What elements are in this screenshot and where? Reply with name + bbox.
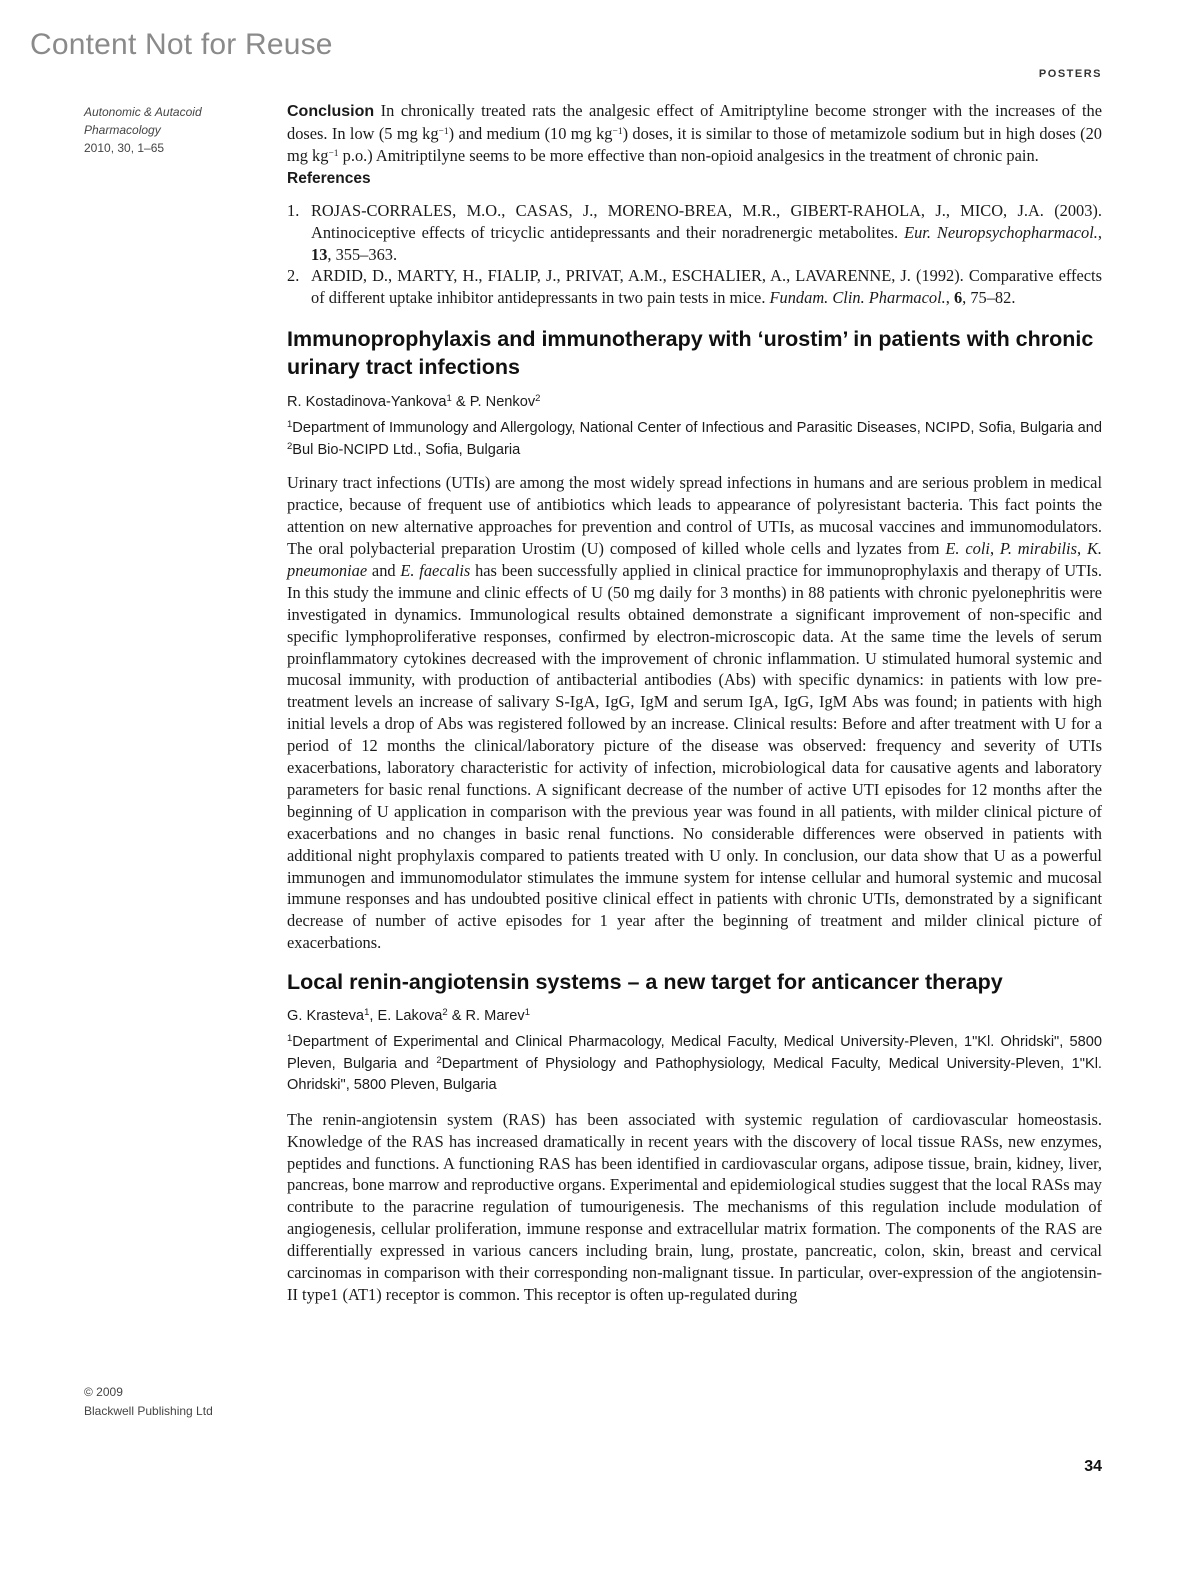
page-number: 34 [1084, 1458, 1102, 1475]
author-separator: , [369, 1008, 378, 1025]
abstract-text: has been successfully applied in clinical practice for immunoprophylaxis and therapy of UTIs. In this study the immune and clinic effects of U (50 mg daily for 3 months) in 88 patients with chronic pyelonephritis were investigated in dynamics. Immunological results obtained demonstrate a significant improvement of non-specific and specific lymphoproliferative responses, confirmed by electron-microscopic data. At the same time the levels of serum proinflammatory cytokines decreased with the improvement of chronic inflammation. U stimulated humoral systemic and mucosal immunity, with production of antibacterial antibodies (Abs) with specific dynamics: in patients with low pre-treatment levels an increase of salivary S-IgA, IgG, IgM and serum IgA, IgG, IgM Abs was found; in patients with high initial levels a drop of Abs was registered followed by an increase. Clinical results: Before and after treatment with U for a period of 12 months the clinical/laboratory picture of the disease was observed: frequency and severity of UTIs exacerbations, laboratory characteristic for activity of infection, microbiological data for causative agents and laboratory parameters for basic renal functions. A significant decrease of the number of active UTI episodes for 12 months after the beginning of U application in comparison with the previous year was found in all patients, with milder clinical picture of exacerbations and no changes in basic renal functions. No considerable differences were observed in patients with additional night prophylaxis compared to patients treated with U only. In conclusion, our data show that U as a powerful immunogen and immunomodulator stimulates the immune system for intense cellular and humoral systemic and mucosal immune responses and has undoubted positive clinical effect in patients with chronic UTIs, demonstrated by a significant decrease of number of active episodes for 1 year after the beginning of treatment and milder clinical picture of exacerbations. [287, 560, 1102, 953]
affiliation-marker: 2 [436, 1054, 442, 1066]
copyright-year: © 2009 [84, 1385, 123, 1399]
reference-item [287, 200, 1102, 266]
reference-volume: 6 [953, 288, 963, 308]
affiliation-marker: 2 [287, 440, 293, 452]
author-separator: & [451, 394, 470, 411]
text-separator: , [1077, 538, 1087, 558]
affiliation-text: Department of Experimental and Clinical Pharmacology, Medical Faculty, Medical University-Pleven, 1"Kl. Ohridski", 5800 Pleven, Bulgaria and [287, 1034, 1102, 1072]
reference-separator: , [1097, 222, 1102, 242]
author-name: P. Nenkov [469, 394, 536, 411]
journal-sidebar [84, 103, 244, 157]
affiliation-marker: 2 [535, 393, 541, 405]
article1-authors [287, 392, 1102, 412]
reference-number: 1. [287, 200, 300, 220]
unit-exponent: −1 [612, 126, 623, 137]
affiliation-text: Department of Immunology and Allergology, National Center of Infectious and Parasitic Diseases, NCIPD, Sofia, Bulgaria and [292, 420, 1102, 437]
reference-list [287, 200, 1102, 310]
species-name: K. pneumoniae [287, 538, 1102, 580]
author-name: G. Krasteva [287, 1008, 365, 1025]
abstract-text: Urinary tract infections (UTIs) are among the most widely spread infections in humans and are serious problem in medical practice, because of frequent use of antibiotics which leads to appearance of polyresistant bacteria. This fact points the attention on new alternative approaches for prevention and control of UTIs, as mucosal vaccines and immunomodulators. The oral polybacterial preparation Urostim (U) composed of killed whole cells and lyzates from [287, 473, 1102, 558]
conclusion-label: Conclusion [287, 103, 375, 120]
reference-item [287, 265, 1102, 309]
references-heading: References [287, 169, 371, 187]
conclusion-paragraph [287, 100, 1102, 167]
species-name: E. faecalis [400, 560, 471, 580]
affiliation-marker: 1 [287, 1033, 293, 1045]
reference-volume: 13 [311, 244, 328, 264]
conclusion-text: ) and medium (10 mg kg [448, 123, 613, 143]
reference-pages: , 355–363. [327, 244, 398, 264]
copyright-block [84, 1383, 254, 1421]
watermark: Content Not for Reuse [30, 28, 333, 61]
article2-authors [287, 1006, 1102, 1026]
reference-number: 2. [287, 266, 300, 286]
article2-title: Local renin-angiotensin systems – a new target for anticancer therapy [287, 970, 1003, 995]
author-name: E. Lakova [377, 1008, 443, 1025]
main-column [287, 100, 1102, 1306]
affiliation-marker: 1 [287, 419, 293, 431]
article2-affiliations [287, 1032, 1102, 1097]
author-name: R. Marev [465, 1008, 525, 1025]
affiliation-marker: 2 [442, 1007, 448, 1019]
journal-citation: 2010, 30, 1–65 [84, 141, 165, 155]
author-name: R. Kostadinova-Yankova [287, 394, 447, 411]
reference-separator: , [945, 288, 954, 308]
reference-journal: Eur. Neuropsychopharmacol. [904, 222, 1098, 242]
species-name: P. mirabilis [999, 538, 1077, 558]
reference-journal: Fundam. Clin. Pharmacol. [769, 288, 946, 308]
running-head: POSTERS [1038, 68, 1102, 80]
affiliation-marker: 1 [364, 1007, 370, 1019]
conclusion-text: In chronically treated rats the analgesic effect of Amitriptyline become stronger with the increases of the doses. In low (5 mg kg [287, 101, 1102, 143]
article1-affiliations [287, 418, 1102, 461]
conclusion-text: p.o.) Amitriptilyne seems to be more effective than non-opioid analgesics in the treatment of chronic pain. [338, 145, 1039, 165]
affiliation-marker: 1 [524, 1007, 531, 1019]
author-separator: & [447, 1008, 466, 1025]
article1-abstract [287, 472, 1102, 954]
unit-exponent: −1 [438, 126, 449, 137]
publisher-name: Blackwell Publishing Ltd [84, 1404, 213, 1418]
reference-text: ARDID, D., MARTY, H., FIALIP, J., PRIVAT, A.M., ESCHALIER, A., LAVARENNE, J. (1992). Comparative effects of different uptake inhibitor antidepressants in two pain tests in mice. [311, 266, 1102, 308]
article2-abstract: The renin-angiotensin system (RAS) has been associated with systemic regulation of cardiovascular homeostasis. Knowledge of the RAS has increased dramatically in recent years with the discovery of local tissue RASs, new enzymes, peptides and functions. A functioning RAS has been identified in cardiovascular organs, adipose tissue, brain, kidney, liver, pancreas, bone marrow and reproductive organs. Experimental and epidemiological studies suggest that the local RASs may contribute to the paracrine regulation of tumourigenesis. The mechanisms of this regulation include modulation of angiogenesis, cellular proliferation, immune response and extracellular matrix formation. The components of the RAS are differentially expressed in various cancers including brain, lung, prostate, pancreatic, colon, skin, breast and cervical carcinomas in comparison with their corresponding non-malignant tissue. In particular, over-expression of the angiotensin-II type1 (AT1) receptor is common. This receptor is often up-regulated during [287, 1109, 1102, 1304]
conclusion-text: ) doses, it is similar to those of metamizole sodium but in high doses (20 mg kg [287, 123, 1102, 165]
reference-text: ROJAS-CORRALES, M.O., CASAS, J., MORENO-BREA, M.R., GIBERT-RAHOLA, J., MICO, J.A. (2003). Antinociceptive effects of tricyclic antidepressants and their noradrenergic metabolites. [311, 200, 1102, 242]
journal-name-line1: Autonomic & Autacoid [84, 105, 202, 119]
species-name: E. coli [945, 538, 990, 558]
text-separator: and [367, 560, 401, 580]
article1-title: Immunoprophylaxis and immunotherapy with ‘urostim’ in patients with chronic urinary tract infections [287, 327, 1094, 380]
affiliation-text: Department of Physiology and Pathophysiology, Medical Faculty, Medical University-Pleven, 1"Kl. Ohridski", 5800 Pleven, Bulgaria [287, 1055, 1102, 1094]
affiliation-text: Bul Bio-NCIPD Ltd., Sofia, Bulgaria [292, 441, 521, 458]
unit-exponent: −1 [328, 148, 339, 159]
affiliation-marker: 1 [446, 393, 452, 405]
text-separator: , [989, 538, 1000, 558]
journal-name-line2: Pharmacology [84, 123, 161, 137]
reference-pages: , 75–82. [962, 288, 1016, 308]
